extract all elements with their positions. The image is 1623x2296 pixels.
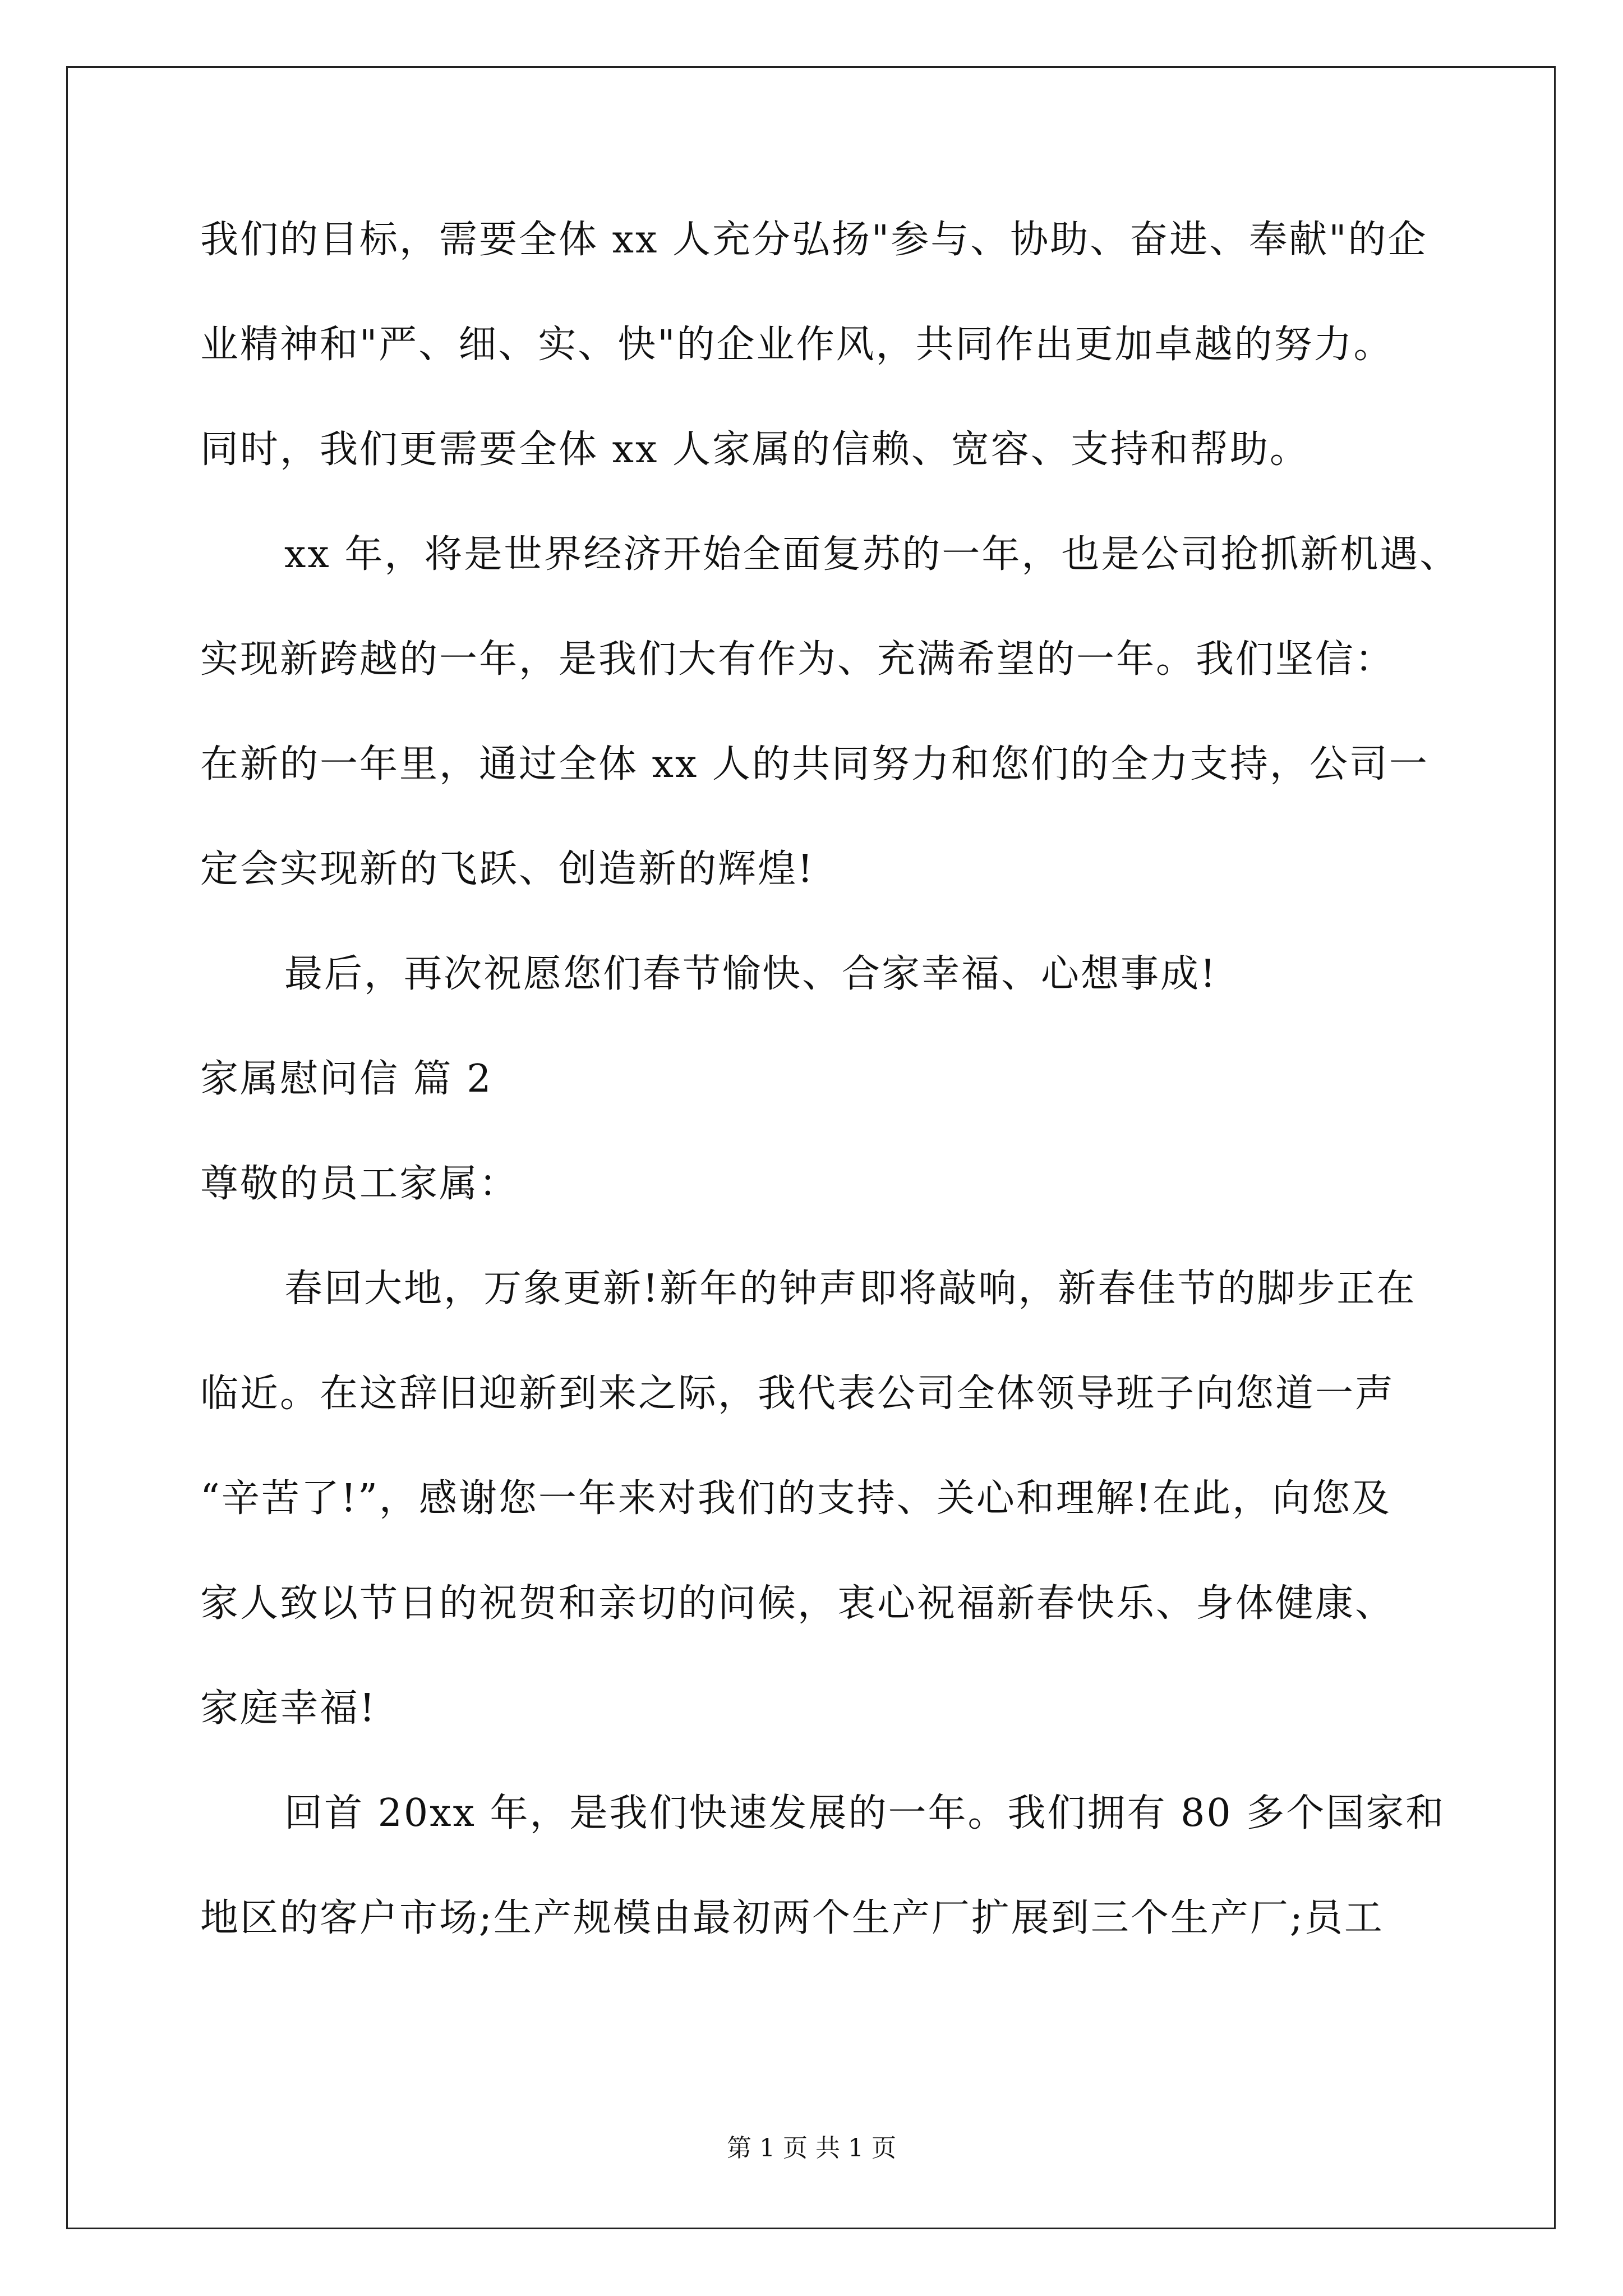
paragraph-line: 春回大地，万象更新!新年的钟声即将敲响，新春佳节的脚步正在	[284, 1267, 1417, 1311]
paragraph-line: 最后，再次祝愿您们春节愉快、合家幸福、心想事成!	[284, 952, 1218, 996]
paragraph-line: 回首 20xx 年，是我们快速发展的一年。我们拥有 80 多个国家和	[284, 1791, 1446, 1835]
paragraph-line: 同时，我们更需要全体 xx 人家属的信赖、宽容、支持和帮助。	[200, 427, 1310, 472]
paragraph-line: 家人致以节日的祝贺和亲切的问候，衷心祝福新春快乐、身体健康、	[200, 1581, 1395, 1626]
paragraph-line: 家庭幸福!	[200, 1686, 377, 1731]
page-number-footer: 第 1 页 共 1 页	[727, 2134, 896, 2162]
paragraph-line: 地区的客户市场;生产规模由最初两个生产厂扩展到三个生产厂;员工	[200, 1896, 1384, 1940]
paragraph-line: “辛苦了!”，感谢您一年来对我们的支持、关心和理解!在此，向您及	[200, 1476, 1392, 1521]
paragraph-line: 临近。在这辞旧迎新到来之际，我代表公司全体领导班子向您道一声	[200, 1372, 1395, 1416]
paragraph-line: xx 年，将是世界经济开始全面复苏的一年，也是公司抢抓新机遇、	[284, 532, 1460, 577]
salutation: 尊敬的员工家属：	[200, 1162, 519, 1206]
document-body	[200, 213, 1460, 1996]
paragraph-line: 实现新跨越的一年，是我们大有作为、充满希望的一年。我们坚信：	[200, 637, 1395, 682]
paragraph-line: 我们的目标，需要全体 xx 人充分弘扬"参与、协助、奋进、奉献"的企	[200, 218, 1428, 262]
paragraph-line: 在新的一年里，通过全体 xx 人的共同努力和您们的全力支持，公司一	[200, 742, 1429, 786]
paragraph-line: 业精神和"严、细、实、快"的企业作风，共同作出更加卓越的努力。	[200, 323, 1394, 367]
section-heading: 家属慰问信 篇 2	[200, 1057, 493, 1101]
paragraph-line: 定会实现新的飞跃、创造新的辉煌!	[200, 847, 815, 891]
